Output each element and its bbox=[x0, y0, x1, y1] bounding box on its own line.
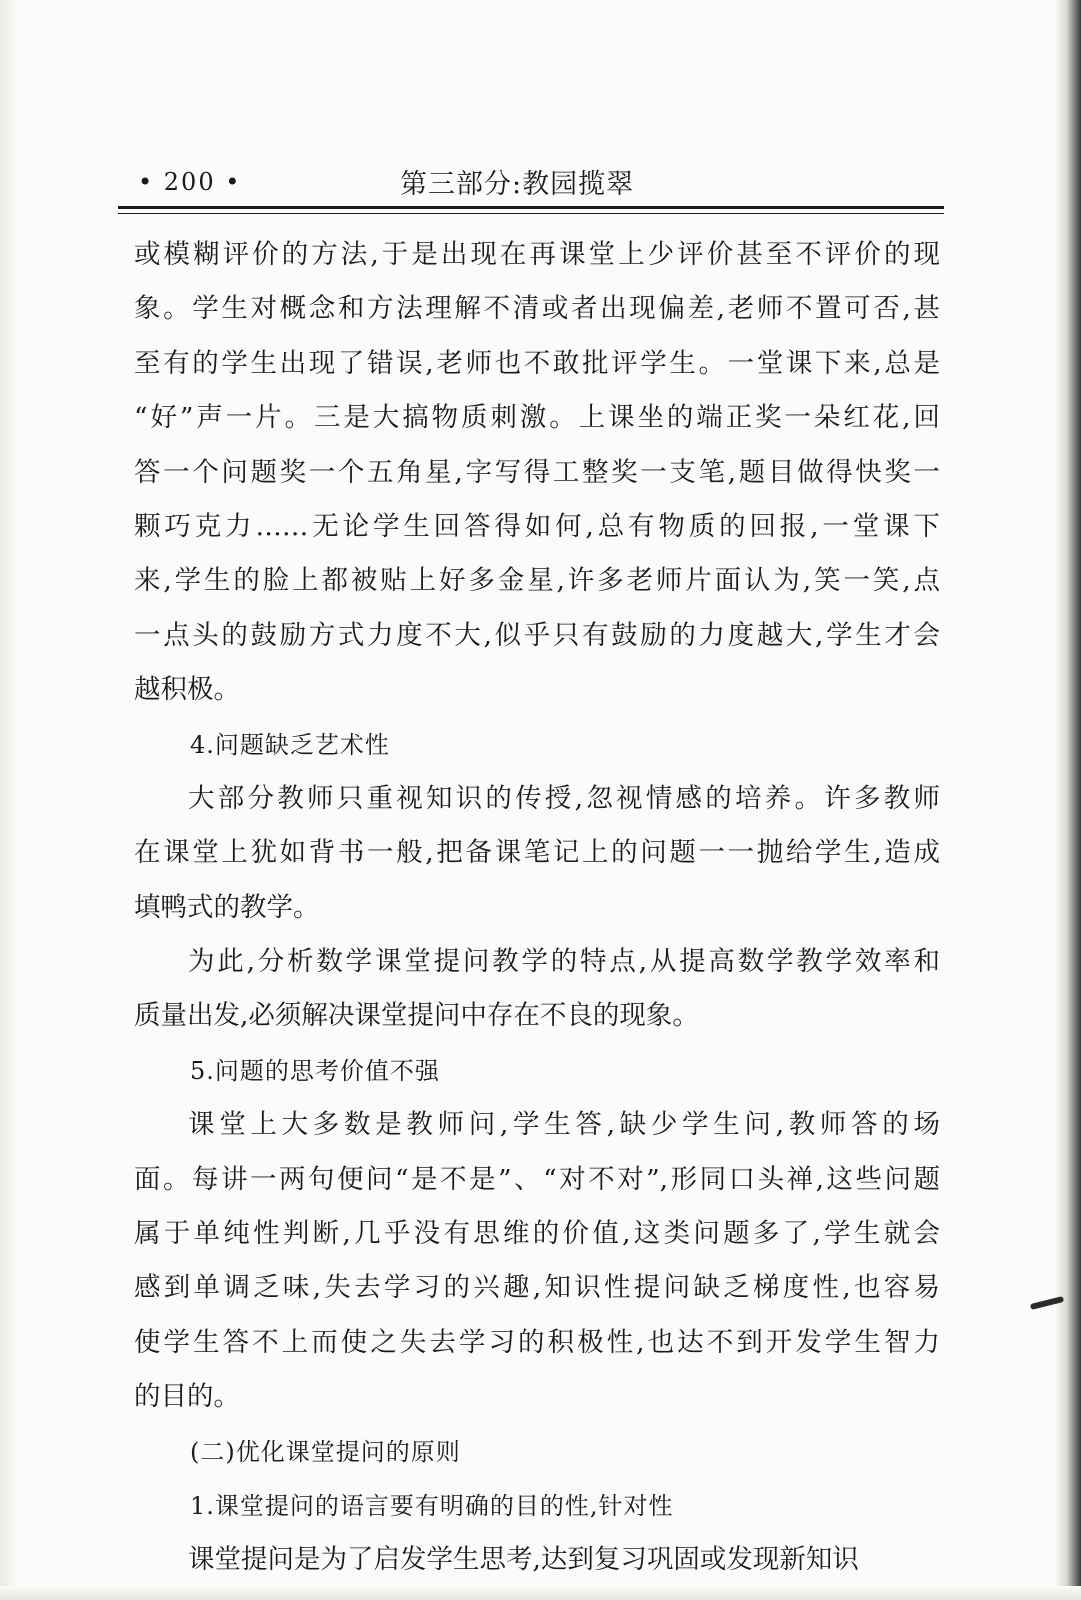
text-line: 或模糊评价的方法,于是出现在再课堂上少评价甚至不评价的现 bbox=[134, 239, 940, 270]
running-title: 第三部分:教园揽翠 bbox=[400, 169, 635, 200]
text-line: 课堂上大多数是教师问,学生答,缺少学生问,教师答的场 bbox=[188, 1109, 940, 1141]
page-shadow-left bbox=[0, 0, 18, 1600]
section-heading: 5.问题的思考价值不强 bbox=[190, 1056, 440, 1085]
page-header bbox=[118, 162, 944, 202]
body-text bbox=[134, 228, 940, 1588]
text-line: 面。每讲一两句便问“是不是”、“对不对”,形同口头禅,这些问题 bbox=[134, 1163, 940, 1195]
header-rule-thick bbox=[118, 206, 944, 209]
text-line: 至有的学生出现了错误,老师也不敢批评学生。一堂课下来,总是 bbox=[134, 347, 940, 379]
text-line: 来,学生的脸上都被贴上好多金星,许多老师片面认为,笑一笑,点 bbox=[134, 565, 940, 597]
text-line: 颗巧克力……无论学生回答得如何,总有物质的回报,一堂课下 bbox=[134, 510, 940, 542]
text-line: 的目的。 bbox=[134, 1381, 240, 1413]
section-heading: 4.问题缺乏艺术性 bbox=[190, 730, 390, 759]
text-line: 质量出发,必须解决课堂提问中存在不良的现象。 bbox=[134, 1000, 699, 1032]
text-line: 象。学生对概念和方法理解不清或者出现偏差,老师不置可否,甚 bbox=[134, 293, 940, 325]
text-line: 越积极。 bbox=[134, 674, 240, 706]
text-line: 为此,分析数学课堂提问教学的特点,从提高数学教学效率和 bbox=[188, 946, 940, 978]
text-line: 答一个问题奖一个五角星,字写得工整奖一支笔,题目做得快奖一 bbox=[134, 456, 940, 488]
header-rule-thin bbox=[118, 213, 944, 214]
page-shadow-right bbox=[1055, 0, 1081, 1600]
text-line: 在课堂上犹如背书一般,把备课笔记上的问题一一抛给学生,造成 bbox=[134, 837, 940, 869]
text-line: 大部分教师只重视知识的传授,忽视情感的培养。许多教师 bbox=[188, 782, 940, 814]
page-number: • 200 • bbox=[138, 168, 242, 196]
section-heading: (二)优化课堂提问的原则 bbox=[190, 1437, 461, 1466]
text-line: “好”声一片。三是大搞物质刺激。上课坐的端正奖一朵红花,回 bbox=[134, 402, 940, 434]
text-line: 使学生答不上而使之失去学习的积极性,也达不到开发学生智力 bbox=[134, 1326, 940, 1358]
subsection-heading: 1.课堂提问的语言要有明确的目的性,针对性 bbox=[190, 1491, 674, 1520]
text-line: 一点头的鼓励方式力度不大,似乎只有鼓励的力度越大,学生才会 bbox=[134, 619, 940, 651]
text-line: 感到单调乏味,失去学习的兴趣,知识性提问缺乏梯度性,也容易 bbox=[134, 1272, 940, 1304]
text-line: 课堂提问是为了启发学生思考,达到复习巩固或发现新知识 bbox=[188, 1544, 859, 1576]
text-line: 填鸭式的教学。 bbox=[134, 891, 320, 923]
text-line: 属于单纯性判断,几乎没有思维的价值,这类问题多了,学生就会 bbox=[134, 1218, 940, 1250]
page-shadow-bottom bbox=[0, 1586, 1081, 1600]
